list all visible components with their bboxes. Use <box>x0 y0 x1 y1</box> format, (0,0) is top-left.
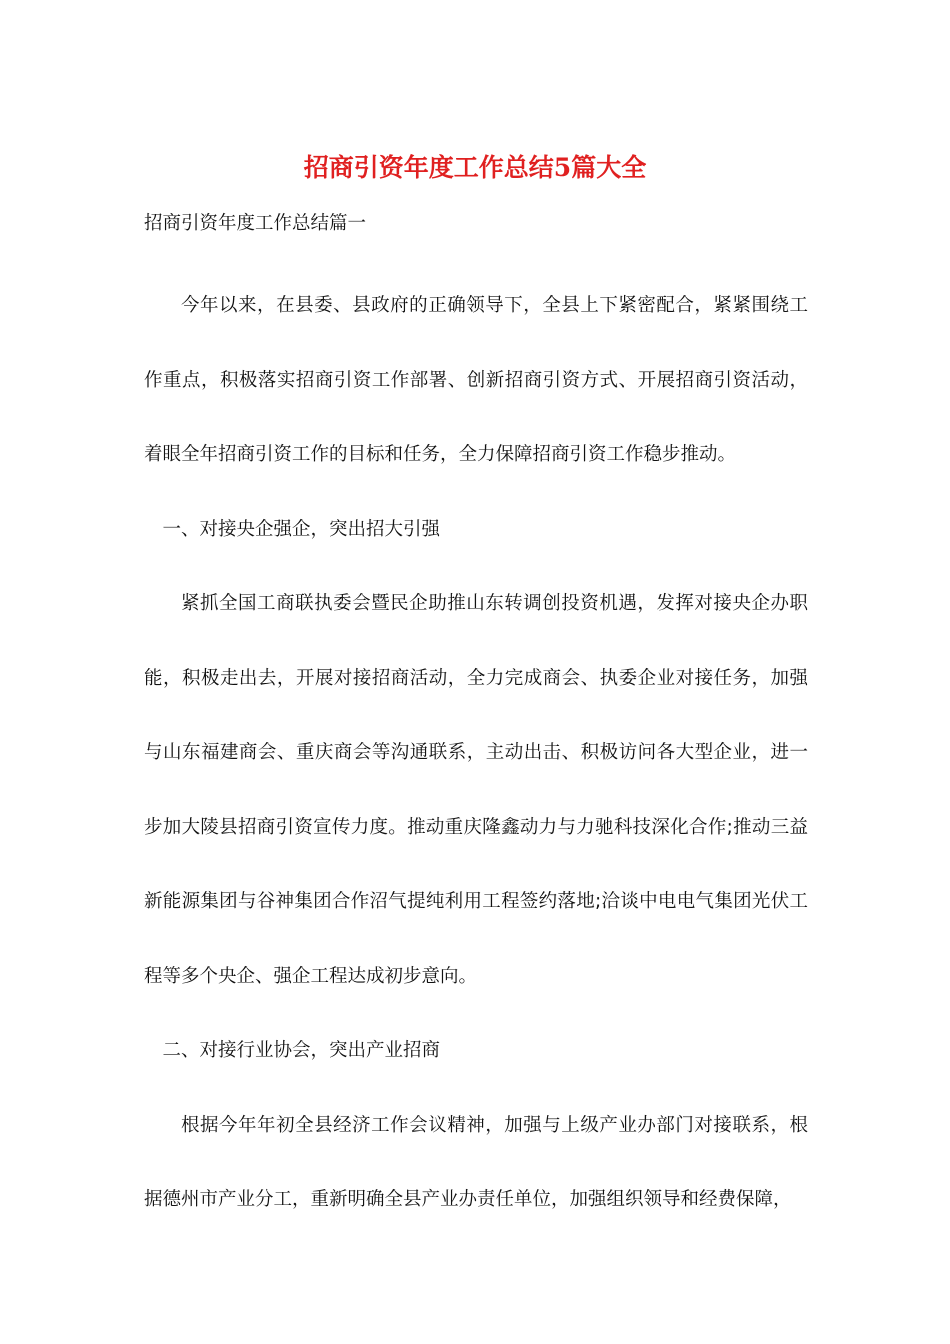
document-title: 招商引资年度工作总结5篇大全 <box>303 153 647 182</box>
paragraph-section-two: 根据今年年初全县经济工作会议精神，加强与上级产业办部门对接联系，根据德州市产业分工，重新明确全县产业办责任单位，加强组织领导和经费保障， <box>144 1114 808 1210</box>
document-body <box>144 269 808 1238</box>
section-heading-one: 一、对接央企强企，突出招大引强 <box>162 518 441 540</box>
paragraph-intro: 今年以来，在县委、县政府的正确领导下，全县上下紧密配合，紧紧围绕工作重点，积极落实招商引资工作部署、创新招商引资方式、开展招商引资活动，着眼全年招商引资工作的目标和任务，全力保障招商引资工作稳步推动。 <box>144 295 808 465</box>
section-heading-two: 二、对接行业协会，突出产业招商 <box>162 1040 441 1061</box>
section-subtitle: 招商引资年度工作总结篇一 <box>144 213 367 234</box>
paragraph-section-one: 紧抓全国工商联执委会暨民企助推山东转调创投资机遇，发挥对接央企办职能，积极走出去，开展对接招商活动，全力完成商会、执委企业对接任务，加强与山东福建商会、重庆商会等沟通联系，主动出击、积极访问各大型企业，进一步加大陵县招商引资宣传力度。推动重庆隆鑫动力与力驰科技深化合作;推动三益新能源集团与谷神集团合作沼气提纯利用工程签约落地;洽谈中电电气集团光伏工程等多个央企、强企工程达成初步意向。 <box>144 593 808 987</box>
